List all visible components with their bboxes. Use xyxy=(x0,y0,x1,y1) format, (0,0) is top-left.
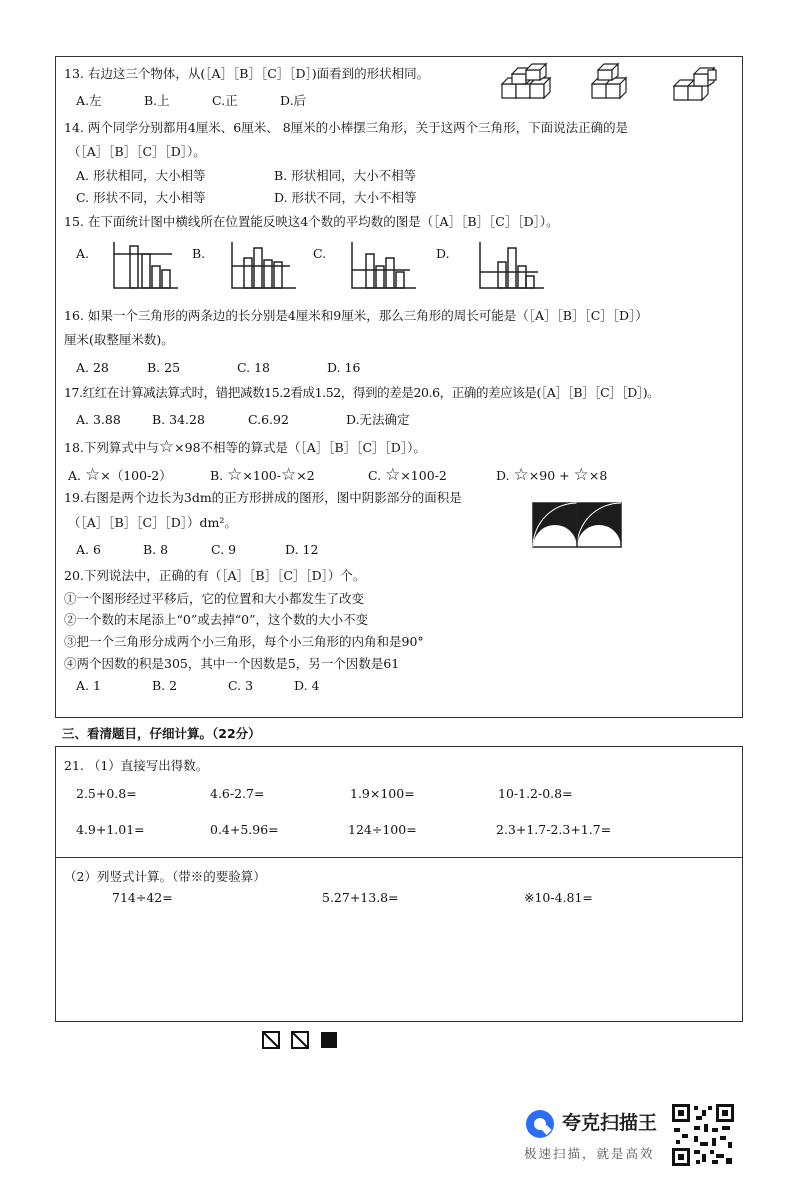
q18-option-c-tail: ×100-2 xyxy=(400,468,447,483)
cube-figures xyxy=(498,60,728,104)
footer-brand: 夸克扫描王 xyxy=(562,1112,658,1134)
q16-options xyxy=(76,362,360,375)
q14-option-c[interactable]: C. 形状不同，大小相等 xyxy=(76,190,206,205)
q15-label-c[interactable]: C. xyxy=(313,246,327,261)
q13-option-d[interactable]: D.后 xyxy=(280,93,307,108)
q14-text2: （［A］［B］［C］［D］）。 xyxy=(68,144,206,159)
cube-figure-2 xyxy=(592,64,626,98)
q21-part2-title: （2）列竖式计算。（带※的要验算） xyxy=(64,869,266,884)
q20-statement-1: ①一个图形经过平移后，它的位置和大小都发生了改变 xyxy=(64,591,365,606)
q18-option-b-label: B. xyxy=(210,468,224,483)
star-icon: ☆ xyxy=(227,465,243,485)
marker-box-3 xyxy=(321,1032,337,1048)
q13-text: 13. 右边这三个物体，从(［A］［B］［C］［D］)面看到的形状相同。 xyxy=(64,66,430,81)
q16-text2: 厘米(取整厘米数)。 xyxy=(64,332,174,347)
q19-option-d[interactable]: D. 12 xyxy=(285,542,319,557)
q20-option-d[interactable]: D. 4 xyxy=(294,678,320,693)
section-3-title: 三、看清题目，仔细计算。（22分） xyxy=(62,726,261,741)
star-icon: ☆ xyxy=(573,465,589,485)
q20-text: 20.下列说法中，正确的有（［A］［B］［C］［D］）个。 xyxy=(64,568,366,583)
vertical-calc-2: 5.27+13.8= xyxy=(322,890,399,905)
cube-figure-3 xyxy=(674,68,716,100)
quark-logo-icon xyxy=(524,1108,556,1140)
q18-option-d[interactable] xyxy=(496,467,607,484)
q18-option-b-mid: ×100- xyxy=(242,468,281,483)
q15-text: 15. 在下面统计图中横线所在位置能反映这4个数的平均数的图是（［A］［B］［C］［D］）。 xyxy=(64,214,559,229)
q19-options xyxy=(76,544,318,557)
q18-option-c[interactable] xyxy=(368,467,447,484)
q18-text xyxy=(64,439,426,456)
q17-option-a[interactable]: A. 3.88 xyxy=(76,412,121,427)
q19-text: 19.右图是两个边长为3dm的正方形拼成的图形，图中阴影部分的面积是 xyxy=(64,490,462,505)
marker-box-2 xyxy=(292,1032,308,1048)
footer-slogan: 极速扫描，就是高效 xyxy=(524,1146,655,1161)
bar-graph-d xyxy=(476,240,546,292)
q18-option-b-tail: ×2 xyxy=(296,468,315,483)
bar-graph-a xyxy=(110,240,180,292)
q16-option-a[interactable]: A. 28 xyxy=(76,360,109,375)
cube-figure-1 xyxy=(502,64,550,98)
q13-options xyxy=(76,95,306,108)
q17-text: 17.红红在计算减法算式时，错把减数15.2看成1.52，得到的差是20.6，正确的差应该是(［A］［B］［C］［D］)。 xyxy=(64,385,660,400)
q20-statement-4: ④两个因数的积是305，其中一个因数是5，另一个因数是61 xyxy=(64,656,400,671)
star-icon: ☆ xyxy=(158,437,175,457)
q17-options xyxy=(76,414,410,427)
qr-code-icon xyxy=(672,1104,734,1166)
q18-option-d-tail: ×8 xyxy=(588,468,608,483)
q13-option-b[interactable]: B.上 xyxy=(144,93,170,108)
q16-option-b[interactable]: B. 25 xyxy=(147,360,181,375)
q19-option-a[interactable]: A. 6 xyxy=(76,542,101,557)
star-icon: ☆ xyxy=(85,465,101,485)
divider xyxy=(55,857,743,858)
q16-text: 16. 如果一个三角形的两条边的长分别是4厘米和9厘米，那么三角形的周长可能是（［A］［B］［C］［D］） xyxy=(64,308,648,323)
q15-label-d[interactable]: D. xyxy=(436,246,450,261)
vertical-calc-3: ※10-4.81= xyxy=(524,890,593,905)
q18-option-d-mid: ×90 + xyxy=(528,468,570,483)
q16-option-c[interactable]: C. 18 xyxy=(237,360,270,375)
calc-8: 2.3+1.7-2.3+1.7= xyxy=(496,822,612,837)
q17-option-c[interactable]: C.6.92 xyxy=(248,412,289,427)
q13-option-c[interactable]: C.正 xyxy=(212,93,238,108)
q20-options xyxy=(76,680,319,693)
q14-option-a[interactable]: A. 形状相同，大小相等 xyxy=(76,168,206,183)
q18-option-a[interactable] xyxy=(68,467,172,484)
calc-7: 124÷100= xyxy=(348,822,417,837)
q20-option-a[interactable]: A. 1 xyxy=(76,678,101,693)
star-icon: ☆ xyxy=(385,465,401,485)
calc-4: 10-1.2-0.8= xyxy=(498,786,573,801)
q20-option-c[interactable]: C. 3 xyxy=(228,678,254,693)
bar-graph-c xyxy=(348,240,418,292)
q18-text-b: ×98不相等的算式是（［A］［B］［C］［D］）。 xyxy=(174,440,426,455)
q14-option-b[interactable]: B. 形状相同，大小不相等 xyxy=(274,168,417,183)
bar-graph-b xyxy=(228,240,298,292)
q19-option-b[interactable]: B. 8 xyxy=(143,542,169,557)
q18-option-d-label: D. xyxy=(496,468,510,483)
calc-2: 4.6-2.7= xyxy=(210,786,265,801)
q20-statement-3: ③把一个三角形分成两个小三角形，每个小三角形的内角和是90° xyxy=(64,634,424,649)
star-icon: ☆ xyxy=(280,465,297,485)
q14-text: 14. 两个同学分别都用4厘米、6厘米、 8厘米的小棒摆三角形，关于这两个三角形，下面说法正确的是 xyxy=(64,120,629,135)
q17-option-b[interactable]: B. 34.28 xyxy=(152,412,205,427)
calc-5: 4.9+1.01= xyxy=(76,822,145,837)
q18-option-c-label: C. xyxy=(368,468,382,483)
q14-option-d[interactable]: D. 形状不同，大小不相等 xyxy=(274,190,417,205)
marker-box-1 xyxy=(263,1032,279,1048)
q18-option-a-label: A. xyxy=(68,468,82,483)
q18-text-a: 18.下列算式中与 xyxy=(64,440,159,455)
calc-6: 0.4+5.96= xyxy=(210,822,279,837)
calc-1: 2.5+0.8= xyxy=(76,786,137,801)
q19-text2: （［A］［B］［C］［D］）dm²。 xyxy=(68,515,237,530)
scan-markers xyxy=(262,1030,342,1050)
q20-option-b[interactable]: B. 2 xyxy=(152,678,178,693)
q16-option-d[interactable]: D. 16 xyxy=(327,360,361,375)
q21-part1-title: 21. （1）直接写出得数。 xyxy=(64,758,209,773)
q13-option-a[interactable]: A.左 xyxy=(76,93,102,108)
star-icon: ☆ xyxy=(513,465,529,485)
q19-option-c[interactable]: C. 9 xyxy=(211,542,237,557)
q18-option-a-tail: ×（100-2） xyxy=(100,468,172,483)
vertical-calc-1: 714÷42= xyxy=(112,890,173,905)
calc-3: 1.9×100= xyxy=(350,786,415,801)
shaded-squares-figure xyxy=(532,502,622,548)
q20-statement-2: ②一个数的末尾添上“0”或去掉“0”，这个数的大小不变 xyxy=(64,612,368,627)
q17-option-d[interactable]: D.无法确定 xyxy=(346,412,410,427)
q15-label-b[interactable]: B. xyxy=(192,246,206,261)
q15-label-a[interactable]: A. xyxy=(76,246,90,261)
q18-option-b[interactable] xyxy=(210,467,315,484)
